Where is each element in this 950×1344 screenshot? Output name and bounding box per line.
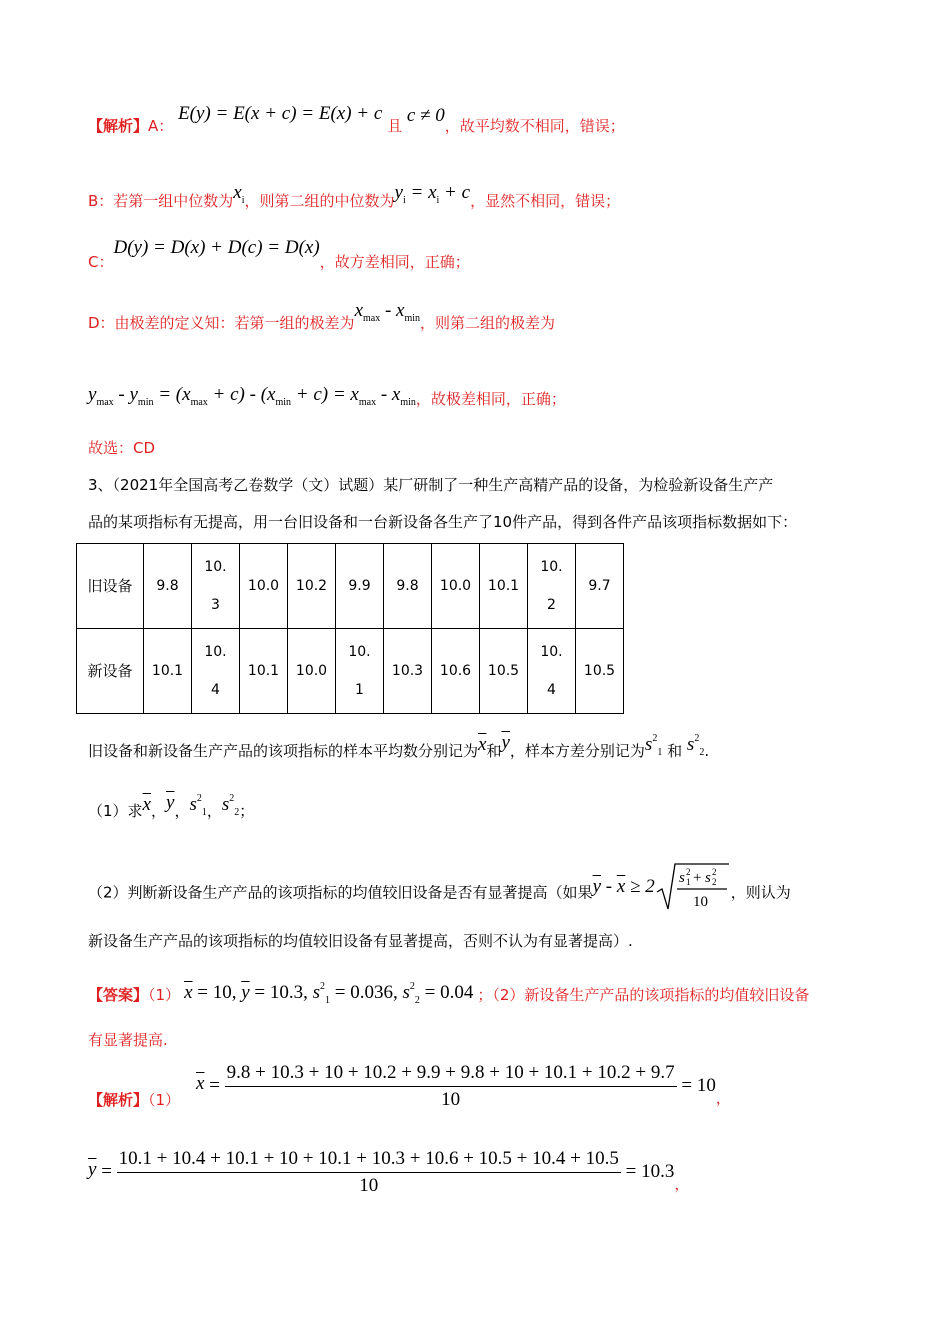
analysis2-line: 【解析】（1） bbox=[88, 1091, 181, 1109]
svg-text:10: 10 bbox=[692, 894, 708, 910]
table-cell: 10.5 bbox=[480, 629, 528, 714]
option-c-prefix: C： bbox=[88, 253, 114, 271]
table-cell: 10.0 bbox=[240, 544, 288, 629]
table-cell: 10.4 bbox=[192, 629, 240, 714]
analysis-d2-line bbox=[88, 384, 566, 417]
option-b-conclusion: ，显然不相同，错误； bbox=[470, 192, 621, 210]
table-cell: 9.8 bbox=[384, 544, 432, 629]
option-c-conclusion: ，故方差相同，正确； bbox=[319, 253, 470, 271]
analysis-a-line bbox=[88, 103, 625, 136]
part-2-line: （2）判断新设备生产产品的该项指标的均值较旧设备是否有显著提高（如果$\overline{y} - \overline{x} \ge 2$ s 2 1 + s 2 2 10 ，则认为 bbox=[88, 868, 791, 918]
table-cell: 10.1 bbox=[480, 544, 528, 629]
svg-text:+: + bbox=[692, 870, 702, 886]
analysis-b-line bbox=[88, 182, 621, 219]
row-label: 新设备 bbox=[77, 629, 144, 714]
svg-text:2: 2 bbox=[685, 867, 691, 877]
formula-range-2: $y_{max} - y_{min} = (x_{max} + c) - (x_{min} + c) = x_{max} - x_{min}$ bbox=[88, 384, 416, 408]
formula-xi: $x_i$ bbox=[233, 182, 245, 206]
question-3-line2: 品的某项指标有无提高，用一台旧设备和一台新设备各生产了10件产品，得到各件产品该项指标数据如下： bbox=[88, 513, 798, 531]
table-cell: 10.1 bbox=[144, 629, 192, 714]
table-cell: 10.2 bbox=[288, 544, 336, 629]
y-mean-formula: $\overline{y}$ = 10.1 + 10.4 + 10.1 + 10 + 10.1 + 10.3 + 10.6 + 10.5 + 10.4 + 10.5 10 = $10.3_,$ bbox=[88, 1148, 690, 1196]
data-table bbox=[76, 543, 624, 714]
x-mean-formula: $\overline{x}$ = $\frac{9.8 + 10.3 + 10 + 10.2 + 9.9 + 9.8 + 10 + 10.1 + 10.2 + 9.7}{10}$ = $10_,$ bbox=[196, 1062, 731, 1110]
analysis-c-line bbox=[88, 237, 470, 272]
formula-c-nonzero: c ≠ 0 bbox=[406, 105, 445, 126]
option-d-prefix: D：由极差的定义知：若第一组的极差为 bbox=[88, 314, 355, 332]
svg-text:s: s bbox=[678, 870, 685, 886]
table-cell: 10.2 bbox=[528, 544, 576, 629]
formula-yi: $y_i = x_i + c$ bbox=[394, 182, 471, 206]
choice-line: 故选：CD bbox=[88, 439, 156, 457]
table-cell: 10.6 bbox=[432, 629, 480, 714]
option-d-conclusion: ，故极差相同，正确； bbox=[415, 390, 566, 408]
table-cell: 10.1 bbox=[240, 629, 288, 714]
table-row-old bbox=[77, 544, 624, 629]
option-b-prefix: B：若第一组中位数为 bbox=[88, 192, 234, 210]
svg-text:2: 2 bbox=[711, 877, 717, 887]
option-a-prefix: A： bbox=[148, 117, 174, 135]
option-b-mid: ，则第二组的中位数为 bbox=[244, 192, 395, 210]
answer-line: 【答案】（1） $\overline{x} = 10$, $\overline{y} = 10.3$, $s^2_1 = 0.036$, $s^2_2 = 0.04$ ；（2）新设备生产产品的该项指标的均值较旧设备 bbox=[88, 981, 810, 1006]
table-cell: 10.3 bbox=[384, 629, 432, 714]
part-1-line: （1）求$\overline{x}$，$\overline{y}$，$s^2_1$，$s^2_2$； bbox=[88, 792, 255, 820]
table-cell: 9.9 bbox=[336, 544, 384, 629]
analysis-tag: 【解析】 bbox=[88, 117, 149, 135]
sqrt-symbol bbox=[655, 862, 731, 912]
formula-variance: D(y) = D(x) + D(c) = D(x) bbox=[113, 237, 320, 258]
svg-text:2: 2 bbox=[711, 867, 717, 877]
after-table-line: 旧设备和新设备生产产品的该项指标的样本平均数分别记为$\overline{x}$和$\overline{y}$，样本方差分别记为$s^2_1$ 和 $s^2_2$. bbox=[88, 732, 710, 760]
formula-range-1: $x_{max} - x_{min}$ bbox=[354, 300, 421, 324]
table-cell: 10.1 bbox=[336, 629, 384, 714]
answer-line2: 有显著提高. bbox=[88, 1031, 168, 1049]
part-2-line2: 新设备生产产品的该项指标的均值较旧设备有显著提高，否则不认为有显著提高）. bbox=[88, 932, 633, 950]
table-cell: 10.3 bbox=[192, 544, 240, 629]
question-3-line1: 3、（2021年全国高考乙卷数学（文）试题）某厂研制了一种生产高精产品的设备，为检验新设备生产产 bbox=[88, 476, 774, 494]
and-word: 且 bbox=[387, 117, 403, 135]
formula-expectation: E(y) = E(x + c) = E(x) + c bbox=[178, 103, 383, 124]
table-cell: 9.7 bbox=[576, 544, 624, 629]
table-cell: 10.5 bbox=[576, 629, 624, 714]
table-cell: 10.4 bbox=[528, 629, 576, 714]
svg-text:s: s bbox=[704, 870, 711, 886]
row-label: 旧设备 bbox=[77, 544, 144, 629]
table-row-new bbox=[77, 629, 624, 714]
analysis-d-line bbox=[88, 300, 556, 341]
table-cell: 10.0 bbox=[432, 544, 480, 629]
table-cell: 10.0 bbox=[288, 629, 336, 714]
option-d-mid: ，则第二组的极差为 bbox=[420, 314, 556, 332]
svg-text:1: 1 bbox=[685, 877, 691, 887]
option-a-conclusion: ，故平均数不相同，错误； bbox=[444, 117, 625, 135]
table-cell: 9.8 bbox=[144, 544, 192, 629]
